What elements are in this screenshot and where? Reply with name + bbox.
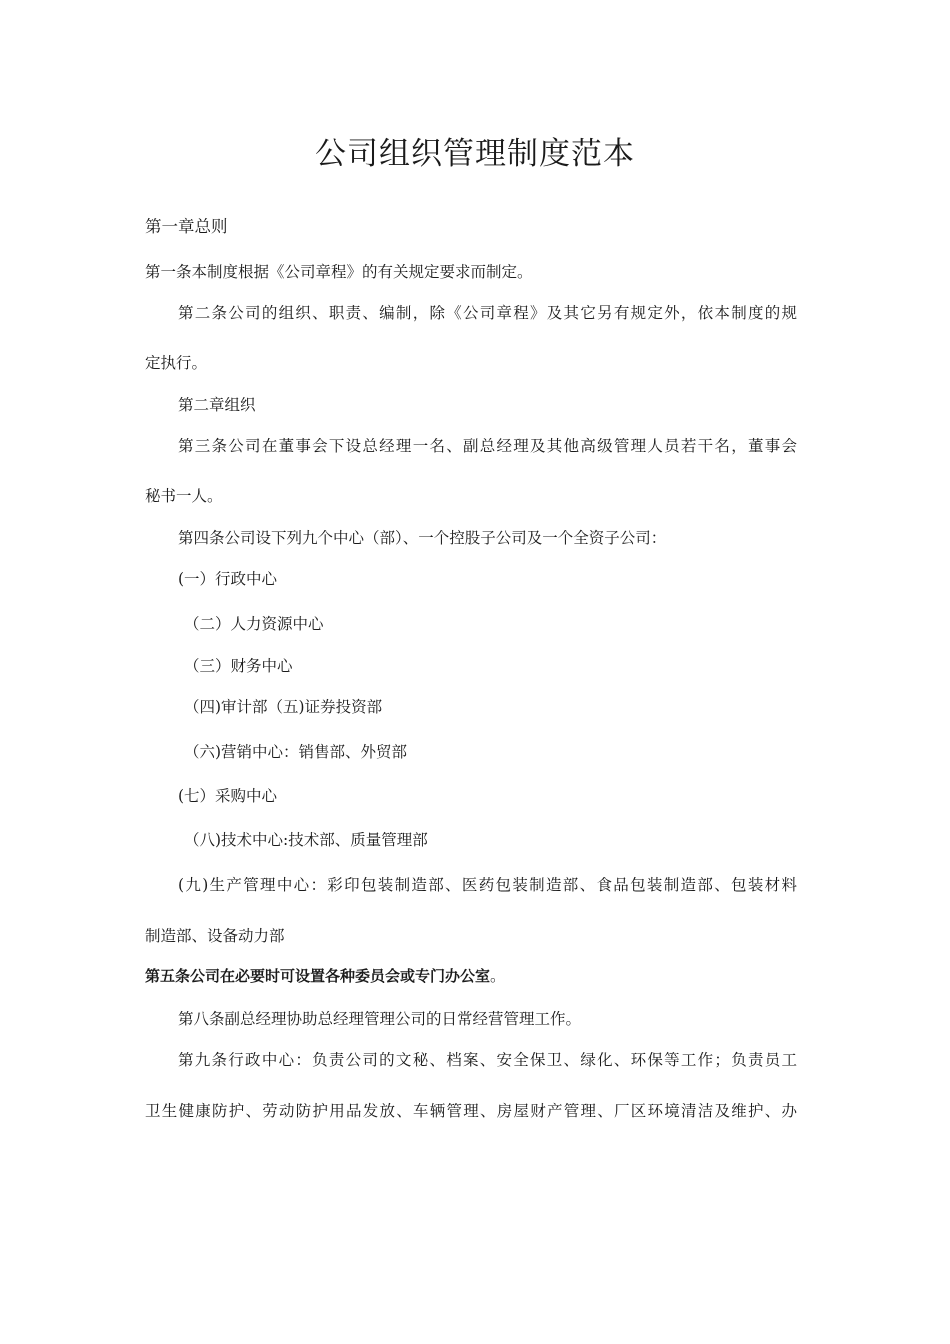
chapter-heading-1: 第一章总则 [145, 217, 228, 236]
article-9-line-1: 第九条行政中心：负责公司的文秘、档案、安全保卫、绿化、环保等工作；负责员工 [178, 1051, 797, 1069]
article-5-bold-text: 第五条公司在必要时可设置各种委员会或专门办公室 [145, 967, 491, 985]
chapter-heading-2: 第二章组织 [178, 396, 256, 414]
article-4: 第四条公司设下列九个中心（部）、一个控股子公司及一个全资子公司： [178, 529, 667, 547]
list-item-4-5: （四)审计部（五)证券投资部 [184, 698, 383, 716]
article-2-line-1: 第二条公司的组织、职责、编制，除《公司章程》及其它另有规定外，依本制度的规 [178, 304, 797, 322]
list-item-2: （二）人力资源中心 [184, 615, 324, 633]
list-item-7: (七）采购中心 [178, 787, 278, 805]
article-8: 第八条副总经理协助总经理管理公司的日常经营管理工作。 [178, 1010, 582, 1028]
list-item-3: （三）财务中心 [184, 657, 293, 675]
article-2-line-2: 定执行。 [145, 354, 208, 372]
list-item-8: （八)技术中心:技术部、质量管理部 [184, 831, 428, 849]
article-5 [145, 966, 506, 986]
article-9-line-2: 卫生健康防护、劳动防护用品发放、车辆管理、房屋财产管理、厂区环境清洁及维护、办 [145, 1102, 797, 1120]
article-1: 第一条本制度根据《公司章程》的有关规定要求而制定。 [145, 263, 533, 281]
list-item-9-line-2: 制造部、设备动力部 [145, 927, 285, 945]
list-item-6: （六)营销中心：销售部、外贸部 [184, 743, 408, 761]
article-3-line-2: 秘书一人。 [145, 487, 223, 505]
article-5-period: 。 [490, 967, 506, 985]
article-3-line-1: 第三条公司在董事会下设总经理一名、副总经理及其他高级管理人员若干名，董事会 [178, 437, 797, 455]
document-title: 公司组织管理制度范本 [315, 136, 635, 172]
list-item-1: (一）行政中心 [178, 570, 278, 588]
list-item-9-line-1: (九)生产管理中心：彩印包装制造部、医药包装制造部、食品包装制造部、包装材料 [178, 876, 797, 894]
